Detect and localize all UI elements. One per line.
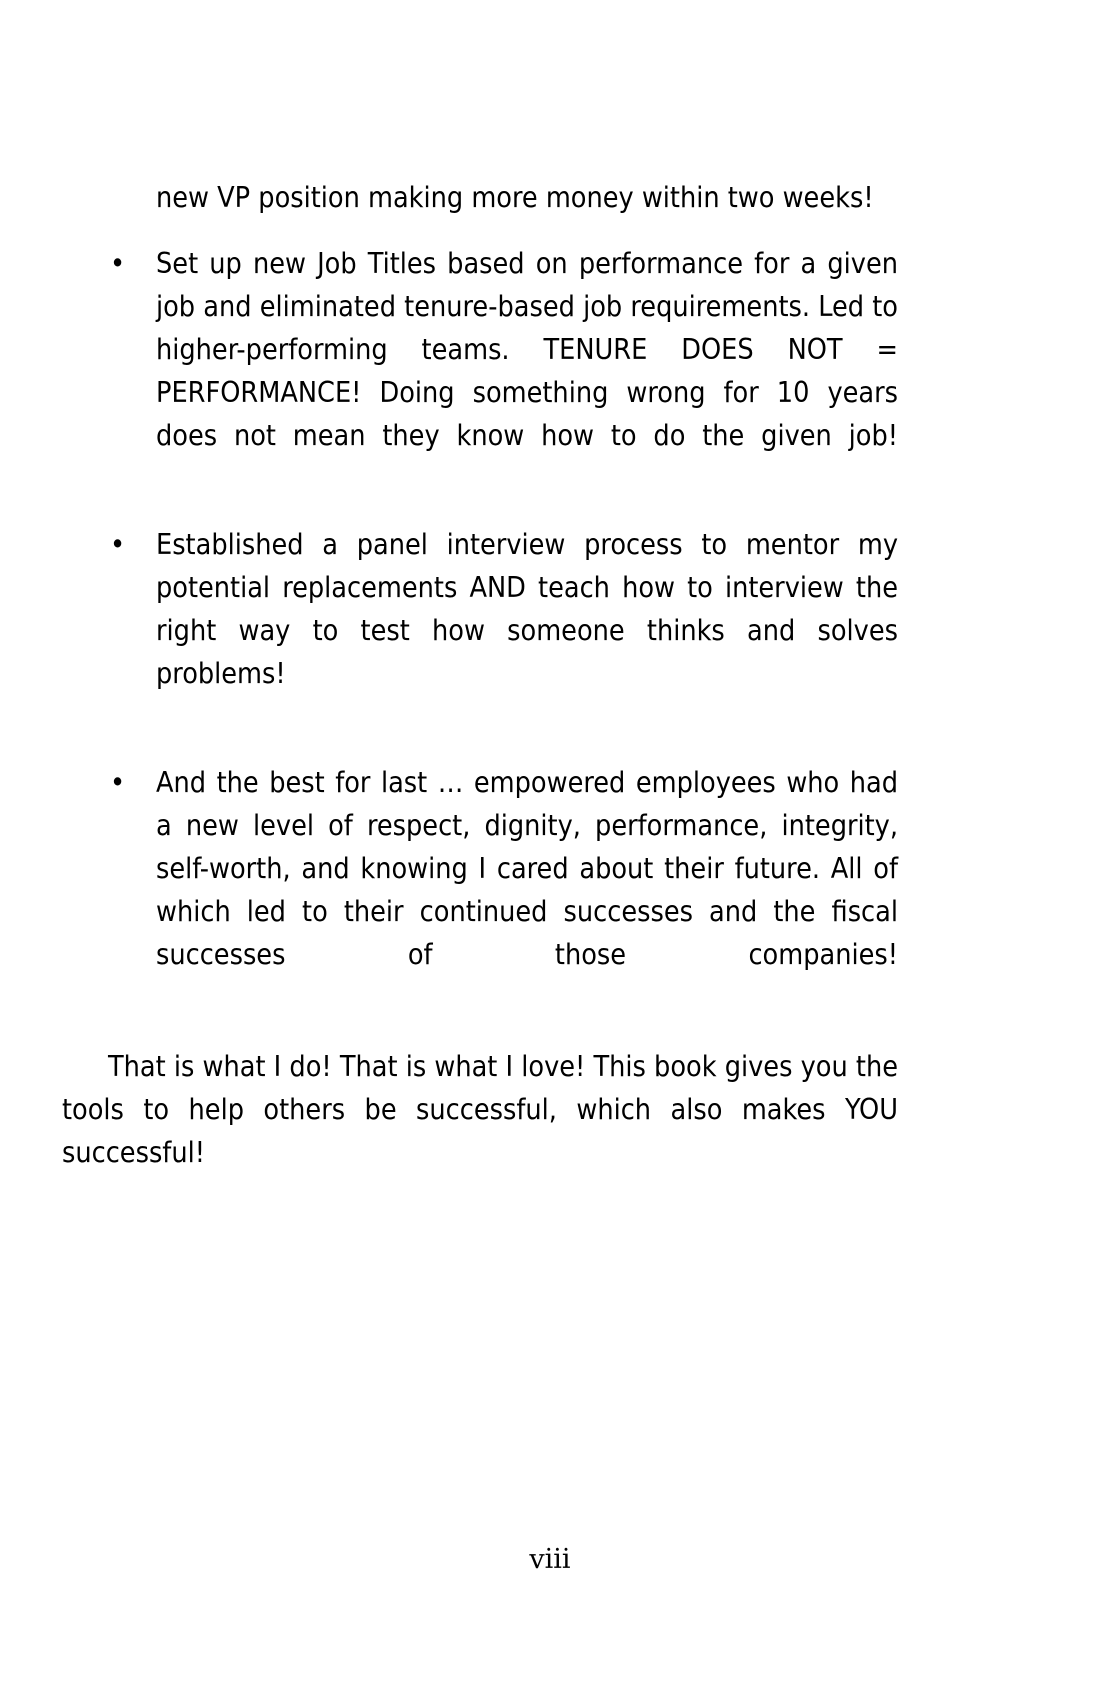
list-item-text: And the best for last … empowered employees who had a new level of respect, dignity, performance, integrity, self-worth, and knowing I cared about their future. All of which led to their continued successes and the fiscal successes of those companies! bbox=[156, 766, 898, 971]
bullet-point-icon: • bbox=[110, 766, 126, 799]
continuation-paragraph: new VP position making more money within two weeks! bbox=[156, 181, 874, 214]
closing-paragraph: That is what I do! That is what I love! This book gives you the tools to help others be successful, which also makes YOU successful! bbox=[62, 1050, 898, 1169]
list-item bbox=[62, 242, 898, 500]
list-item bbox=[62, 761, 898, 1019]
bullet-point-icon: • bbox=[110, 528, 126, 561]
list-item-text: Established a panel interview process to mentor my potential replacements AND teach how to interview the right way to test how someone thinks and solves problems! bbox=[156, 528, 898, 690]
page-number: viii bbox=[529, 1544, 571, 1575]
bullet-list bbox=[62, 242, 898, 1019]
list-item-text: Set up new Job Titles based on performance for a given job and eliminated tenure-based job requirements. Led to higher-performing teams. TENURE DOES NOT = PERFORMANCE! Doing something wrong for 10 years does not mean they know how to do the given job! bbox=[156, 247, 898, 452]
page-body bbox=[62, 176, 898, 1217]
bullet-point-icon: • bbox=[110, 247, 126, 280]
list-item bbox=[62, 523, 898, 738]
